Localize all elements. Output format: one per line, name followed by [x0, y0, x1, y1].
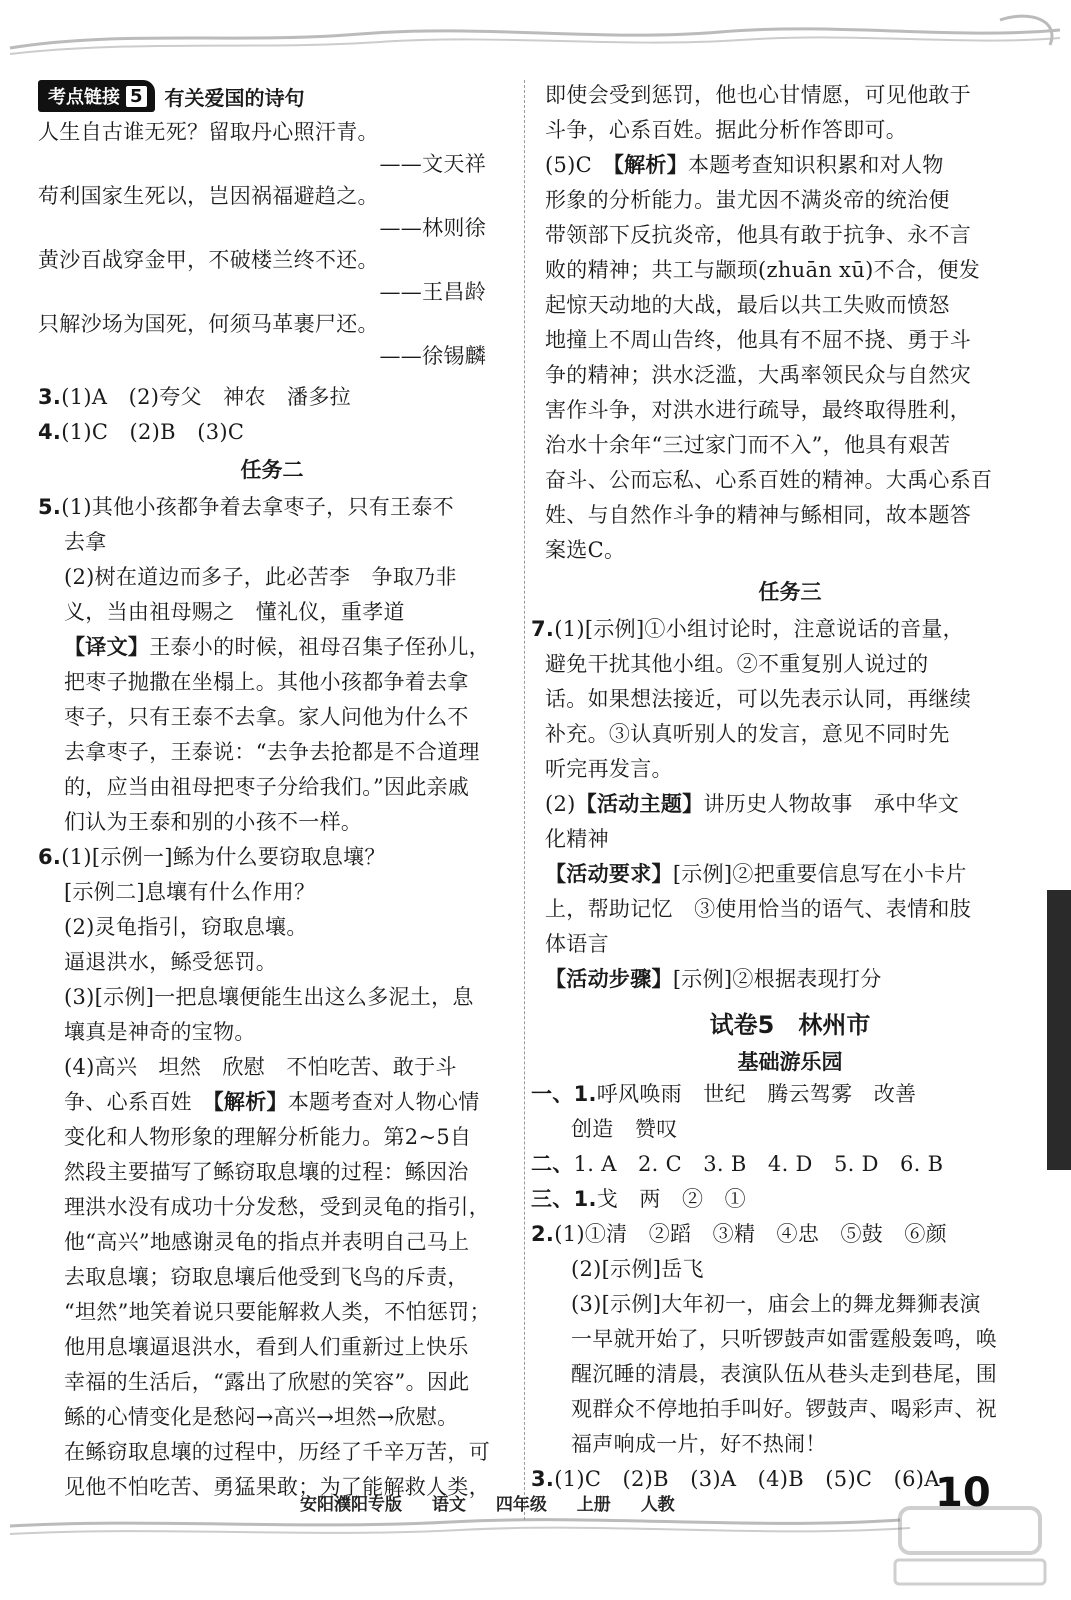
left-column: [38, 78, 506, 1505]
answer-q6-line: 在鲧窃取息壤的过程中，历经了千辛万苦，可: [64, 1440, 490, 1464]
part3-q2-line: (2)[示例]岳飞: [571, 1257, 704, 1281]
answer-q6-5-line: 治水十余年“三过家门而不入”，他具有艰苦: [545, 433, 951, 457]
answer-q5-line: 的，应当由祖母把枣子分给我们。”因此亲戚: [64, 775, 470, 799]
answer-q5-line: 枣子，只有王泰不去拿。家人问他为什么不: [64, 705, 469, 729]
answer-q6-5-line: 形象的分析能力。蚩尤因不满炎帝的统治便: [545, 188, 950, 212]
part3-line: 三、1.戈 两 ② ①: [531, 1187, 746, 1211]
answer-q6-line: 幸福的生活后，“露出了欣慰的笑容”。因此: [64, 1370, 470, 1394]
answer-q4: 4.(1)C (2)B (3)C: [38, 420, 245, 444]
side-edge-bar: [1047, 890, 1071, 1170]
poem-author: ——林则徐: [379, 216, 486, 240]
answer-q7-line: 化精神: [545, 827, 609, 851]
analysis-tag: 【解析】: [213, 1090, 288, 1114]
analysis-tag: 【解析】: [613, 153, 689, 177]
answer-q5-line: 【译文】王泰小的时候，祖母召集子侄孙儿，: [64, 635, 491, 659]
part3-q2-line: 一早就开始了，只听锣鼓声如雷霆般轰鸣，唤: [571, 1327, 997, 1351]
footer-grade: 四年级: [495, 1495, 547, 1515]
part3-q2-line: (3)[示例]大年初一，庙会上的舞龙舞狮表演: [571, 1292, 981, 1316]
exam-title: 试卷5 林州市: [709, 1011, 871, 1039]
continued-line: 即使会受到惩罚，他也心甘情愿，可见他敢于: [545, 83, 971, 107]
answer-q6-line: (3)[示例]一把息壤便能生出这么多泥土，息: [64, 985, 474, 1009]
answer-q6-line: 然段主要描写了鲧窃取息壤的过程：鲧因治: [64, 1160, 469, 1184]
part2-line: 二、1. A 2. C 3. B 4. D 5. D 6. B: [531, 1152, 944, 1176]
answer-q6-line: [示例二]息壤有什么作用？: [64, 880, 316, 904]
answer-q6-5-line: 起惊天动地的大战，最后以共工失败而愤怒: [545, 293, 950, 317]
activity-steps-tag: 【活动步骤】: [545, 967, 673, 991]
answer-q3: 3.(1)A (2)夸父 神农 潘多拉: [38, 385, 351, 409]
poem-line: 苟利国家生死以，岂因祸福避趋之。: [38, 184, 379, 208]
poem-author: ——文天祥: [379, 152, 486, 176]
answer-q6-line: 6.(1)[示例一]鲧为什么要窃取息壤？: [38, 845, 386, 869]
part3-q3-line: 3.(1)C (2)B (3)A (4)B (5)C (6)A: [531, 1467, 940, 1491]
footer-subject: 语文: [431, 1495, 466, 1515]
answer-q6-5-line: (5)C 【解析】本题考查知识积累和对人物: [545, 153, 944, 177]
footer-term: 上册: [576, 1495, 611, 1515]
task3-heading: 任务三: [758, 580, 822, 604]
answer-q6-line: (4)高兴 坦然 欣慰 不怕吃苦、敢于斗: [64, 1055, 457, 1079]
continued-line: 斗争，心系百姓。据此分析作答即可。: [545, 118, 908, 142]
activity-requirement-tag: 【活动要求】: [545, 862, 673, 886]
part3-q2-line: 观群众不停地拍手叫好。锣鼓声、喝彩声、祝: [571, 1397, 997, 1421]
link-badge-number: 5: [126, 86, 147, 107]
poem-line: 人生自古谁无死？留取丹心照汗青。: [38, 120, 379, 144]
answer-q5-line: (2)树在道边而多子，此必苦李 争取乃非: [64, 565, 457, 589]
answer-q5-line: 把枣子抛撒在坐榻上。其他小孩都争着去拿: [64, 670, 469, 694]
footer-publisher: 人教: [640, 1495, 675, 1515]
answer-q6-line: 见他不怕吃苦、勇猛果敢；为了能解救人类，: [64, 1475, 490, 1499]
link-badge-title: 有关爱国的诗句: [164, 85, 305, 110]
answer-q6-5-line: 案选C。: [545, 538, 626, 562]
answer-q7-line: 上，帮助记忆 ③使用恰当的语气、表情和肢: [545, 897, 971, 921]
answer-q5-line: 去拿枣子，王泰说：“去争去抢都是不合道理: [64, 740, 480, 764]
top-border-decoration: [0, 0, 1071, 60]
answer-q6-line: 逼退洪水，鲧受惩罚。: [64, 950, 277, 974]
watermark-logo-icon: [880, 1498, 1060, 1593]
page-footer: [300, 1490, 800, 1515]
answer-q6-line: 理洪水没有成功十分发愁，受到灵龟的指引，: [64, 1195, 490, 1219]
answer-q6-line: 壤真是神奇的宝物。: [64, 1020, 256, 1044]
task2-heading: 任务二: [240, 458, 304, 482]
link-badge-row: [38, 78, 506, 114]
answer-q5-line: 5.(1)其他小孩都争着去拿枣子，只有王泰不: [38, 495, 454, 519]
answer-q6-5-line: 奋斗、公而忘私、心系百姓的精神。大禹心系百: [545, 468, 993, 492]
answer-q6-line: 他用息壤逼退洪水，看到人们重新过上快乐: [64, 1335, 469, 1359]
answer-q6-5-line: 带领部下反抗炎帝，他具有敢于抗争、永不言: [545, 223, 971, 247]
link-badge: [38, 80, 155, 112]
link-badge-label: 考点链接: [48, 87, 120, 108]
answer-q6-5-line: 害作斗争，对洪水进行疏导，最终取得胜利，: [545, 398, 971, 422]
column-divider: [524, 80, 525, 1520]
answer-q5-line: 们认为王泰和别的小孩不一样。: [64, 810, 363, 834]
answer-q6-line: 争、心系百姓 【解析】本题考查对人物心情: [64, 1090, 480, 1114]
poem-line: 黄沙百战穿金甲，不破楼兰终不还。: [38, 248, 379, 272]
answer-q6-line: 鲧的心情变化是愁闷→高兴→坦然→欣慰。: [64, 1405, 459, 1429]
answer-q6-5-line: 姓、与自然作斗争的精神与鲧相同，故本题答: [545, 503, 971, 527]
footer-edition: 安阳濮阳专版: [300, 1495, 402, 1515]
part1-line: 一、1.呼风唤雨 世纪 腾云驾雾 改善: [531, 1082, 917, 1106]
poem-author: ——徐锡麟: [379, 344, 486, 368]
answer-q7-line: (2)【活动主题】讲历史人物故事 承中华文: [545, 792, 960, 816]
page-number: 10: [935, 1470, 991, 1516]
part3-q2-line: 醒沉睡的清晨，表演队伍从巷头走到巷尾，围: [571, 1362, 997, 1386]
answer-q6-5-line: 地撞上不周山告终，他具有不屈不挠、勇于斗: [545, 328, 971, 352]
part1-line: 创造 赞叹: [571, 1117, 678, 1141]
poem-line: 只解沙场为国死，何须马革裹尸还。: [38, 312, 379, 336]
answer-q5-line: 义，当由祖母赐之 懂礼仪，重孝道: [64, 600, 405, 624]
answer-q6-line: 他“高兴”地感谢灵龟的指点并表明自己马上: [64, 1230, 470, 1254]
answer-q6-line: 去取息壤；窃取息壤后他受到飞鸟的斥责，: [64, 1265, 469, 1289]
activity-theme-tag: 【活动主题】: [575, 792, 704, 816]
answer-q7-line: 听完再发言。: [545, 757, 673, 781]
answer-q7-line: 话。如果想法接近，可以先表示认同，再继续: [545, 687, 971, 711]
answer-q6-5-line: 争的精神；洪水泛滥，大禹率领民众与自然灾: [545, 363, 971, 387]
part3-q2-line: 2.(1)①清 ②蹈 ③精 ④忠 ⑤鼓 ⑥颜: [531, 1222, 947, 1246]
answer-q7-line: 体语言: [545, 932, 609, 956]
answer-q7-line: 7.(1)[示例]①小组讨论时，注意说话的音量，: [531, 617, 964, 641]
answer-q7-line: 【活动步骤】[示例]②根据表现打分: [545, 967, 882, 991]
answer-q7-line: 补充。③认真听别人的发言，意见不同时先: [545, 722, 950, 746]
answer-q6-line: 变化和人物形象的理解分析能力。第2~5自: [64, 1125, 472, 1149]
answer-q6-line: “坦然”地笑着说只要能解救人类，不怕惩罚；: [64, 1300, 491, 1324]
answer-q7-line: 【活动要求】[示例]②把重要信息写在小卡片: [545, 862, 967, 886]
part3-q2-line: 福声响成一片，好不热闹！: [571, 1432, 827, 1456]
answer-q5-line: 去拿: [64, 530, 107, 554]
poem-author: ——王昌龄: [379, 280, 486, 304]
right-column: [531, 78, 1035, 1497]
answer-q6-5-line: 败的精神；共工与颛顼(zhuān xū)不合，便发: [545, 258, 981, 282]
answer-q7-line: 避免干扰其他小组。②不重复别人说过的: [545, 652, 929, 676]
section-heading: 基础游乐园: [737, 1050, 843, 1074]
answer-q6-line: (2)灵龟指引，窃取息壤。: [64, 915, 308, 939]
translation-tag: 【译文】: [64, 635, 150, 659]
